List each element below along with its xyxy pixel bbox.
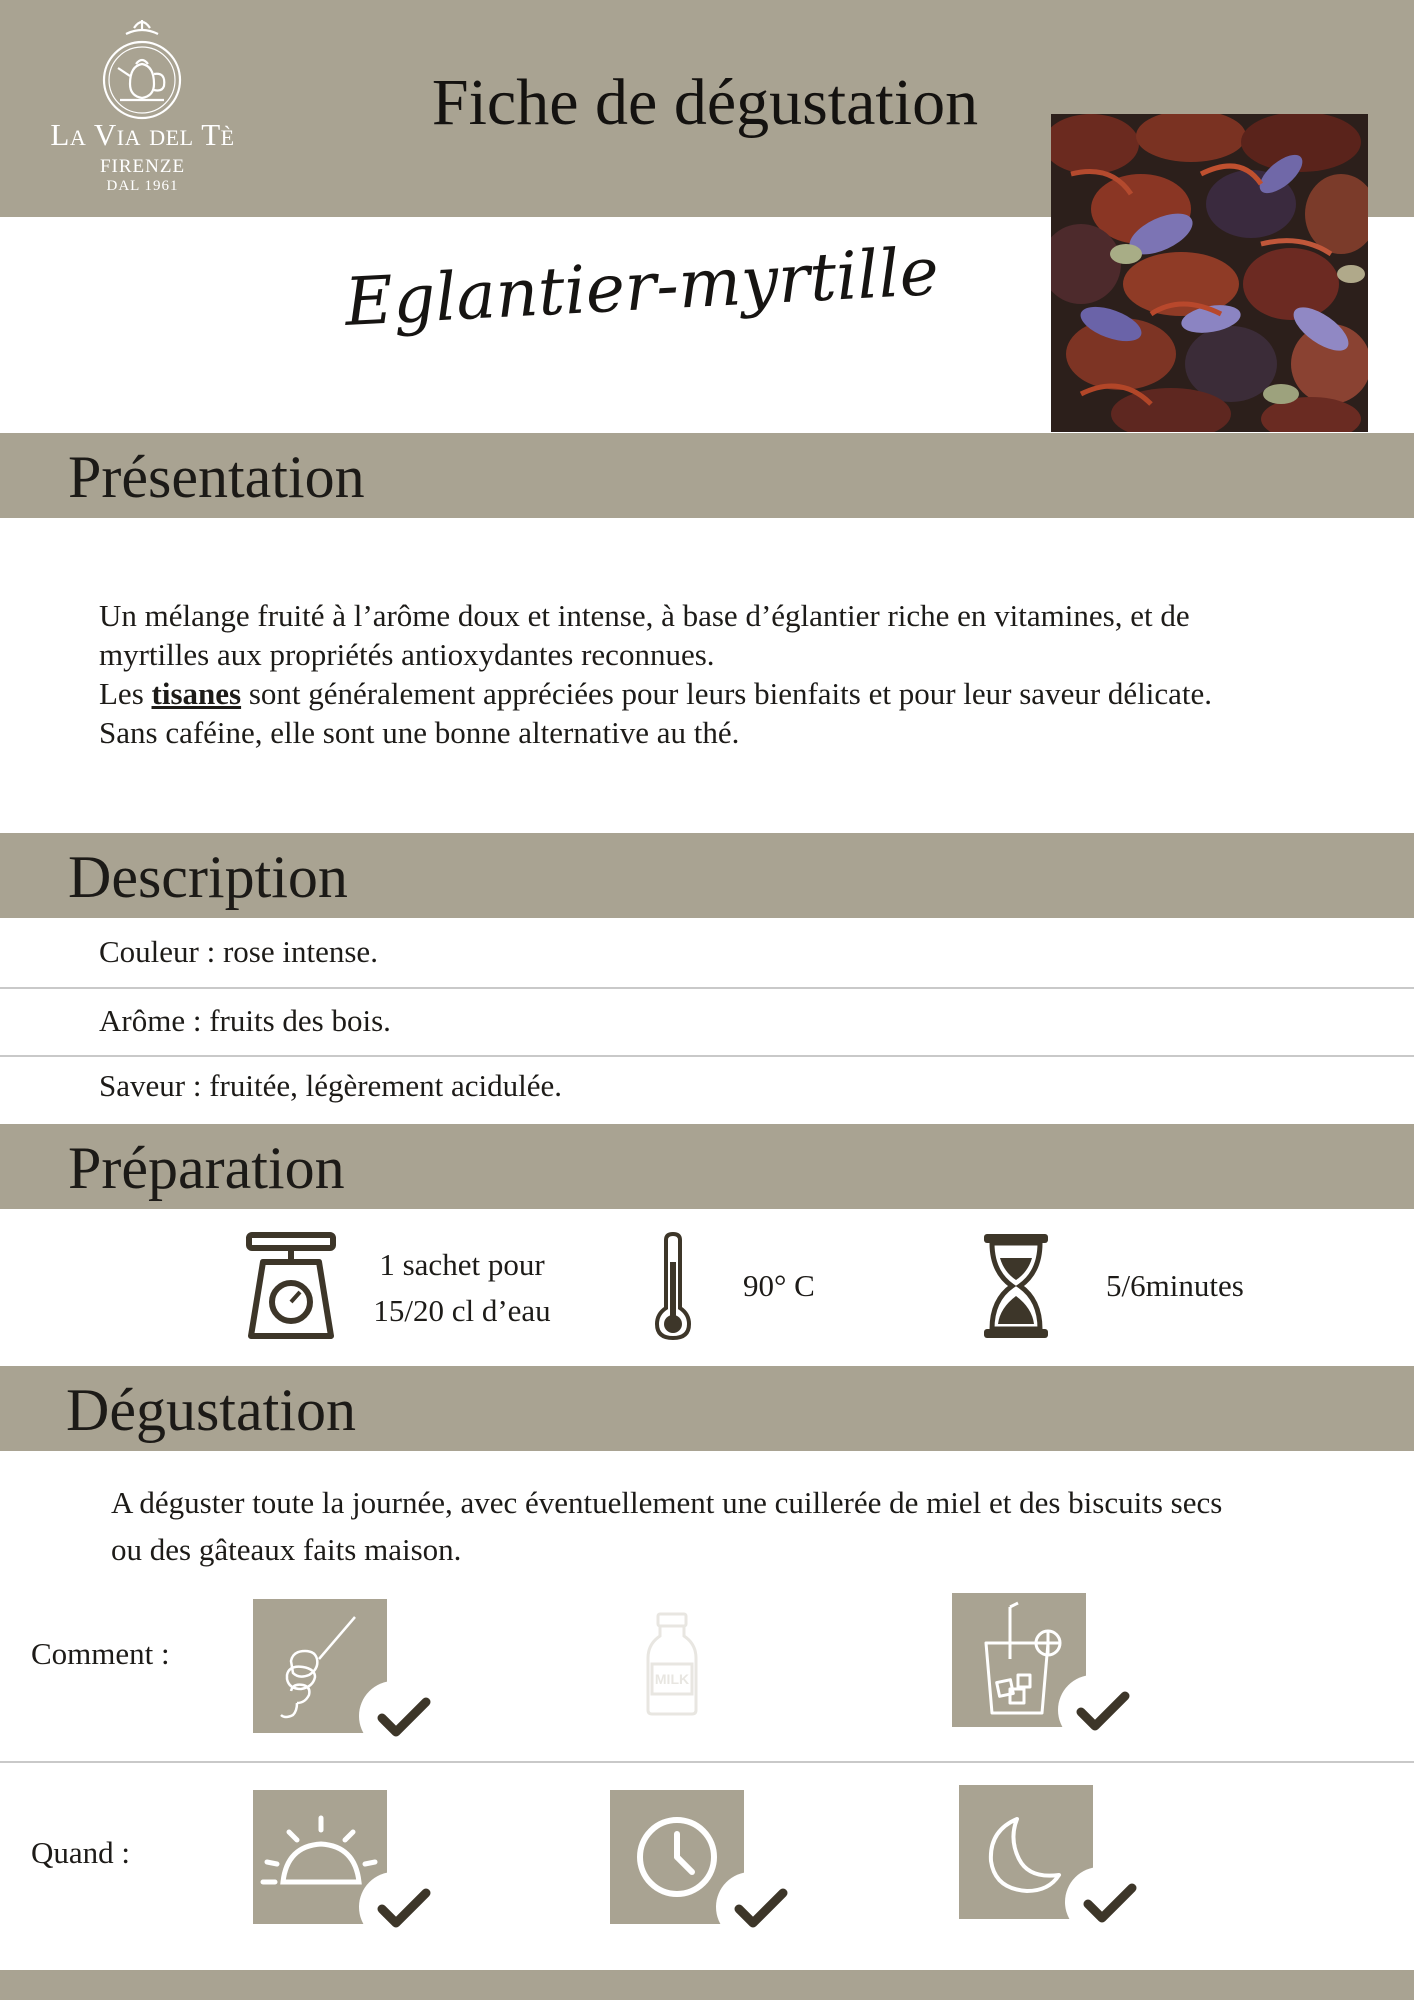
comment-label: Comment : <box>31 1636 170 1671</box>
check-icon <box>1075 1690 1131 1732</box>
degustation-line-1: A déguster toute la journée, avec éventuellement une cuillerée de miel et des biscuits secs <box>111 1485 1223 1520</box>
description-item-aroma: Arôme : fruits des bois. <box>99 1003 391 1038</box>
divider <box>0 1055 1414 1057</box>
brand-since: DAL 1961 <box>106 178 179 194</box>
preparation-dose-line-2: 15/20 cl d’eau <box>373 1293 551 1328</box>
scale-icon <box>245 1232 337 1340</box>
brand-city: FIRENZE <box>99 156 186 177</box>
presentation-text <box>99 596 1359 752</box>
divider <box>0 1761 1414 1763</box>
page-title: Fiche de dégustation <box>431 66 979 139</box>
presentation-line-2: myrtilles aux propriétés antioxydantes reconnues. <box>99 637 715 672</box>
product-name: Eglantier-myrtille <box>342 232 941 341</box>
presentation-line-3: Les tisanes sont généralement appréciées pour leurs bienfaits et pour leur saveur délicate. <box>99 676 1213 711</box>
footer-band <box>0 1970 1414 2000</box>
check-icon <box>1082 1882 1138 1924</box>
tisanes-link[interactable]: tisanes <box>151 676 242 711</box>
check-icon <box>376 1887 432 1929</box>
description-item-flavor: Saveur : fruitée, légèrement acidulée. <box>99 1068 563 1103</box>
presentation-title: Présentation <box>68 444 365 510</box>
product-photo <box>1051 114 1368 432</box>
brand-logo <box>30 14 255 204</box>
divider <box>0 987 1414 989</box>
presentation-line-1: Un mélange fruité à l’arôme doux et intense, à base d’églantier riche en vitamines, et de <box>99 598 1190 633</box>
preparation-time: 5/6minutes <box>1106 1268 1244 1303</box>
quand-label: Quand : <box>31 1835 131 1870</box>
milk-label: MILK <box>654 1671 690 1687</box>
teapot-emblem-icon <box>90 14 194 126</box>
description-item-color: Couleur : rose intense. <box>99 934 378 969</box>
degustation-text <box>111 1479 1371 1573</box>
description-title: Description <box>68 844 348 910</box>
degustation-line-2: ou des gâteaux faits maison. <box>111 1532 462 1567</box>
check-icon <box>733 1887 789 1929</box>
preparation-title: Préparation <box>68 1135 345 1201</box>
check-icon <box>376 1696 432 1738</box>
preparation-dose <box>362 1242 562 1334</box>
preparation-temperature: 90° C <box>743 1268 815 1303</box>
milk-bottle-icon <box>642 1610 702 1718</box>
brand-name: La Via del Tè <box>50 117 235 152</box>
degustation-title: Dégustation <box>66 1377 356 1443</box>
thermometer-icon <box>655 1232 691 1340</box>
hourglass-icon <box>982 1232 1050 1340</box>
preparation-dose-line-1: 1 sachet pour <box>379 1247 545 1282</box>
presentation-line-4: Sans caféine, elle sont une bonne alternative au thé. <box>99 715 740 750</box>
